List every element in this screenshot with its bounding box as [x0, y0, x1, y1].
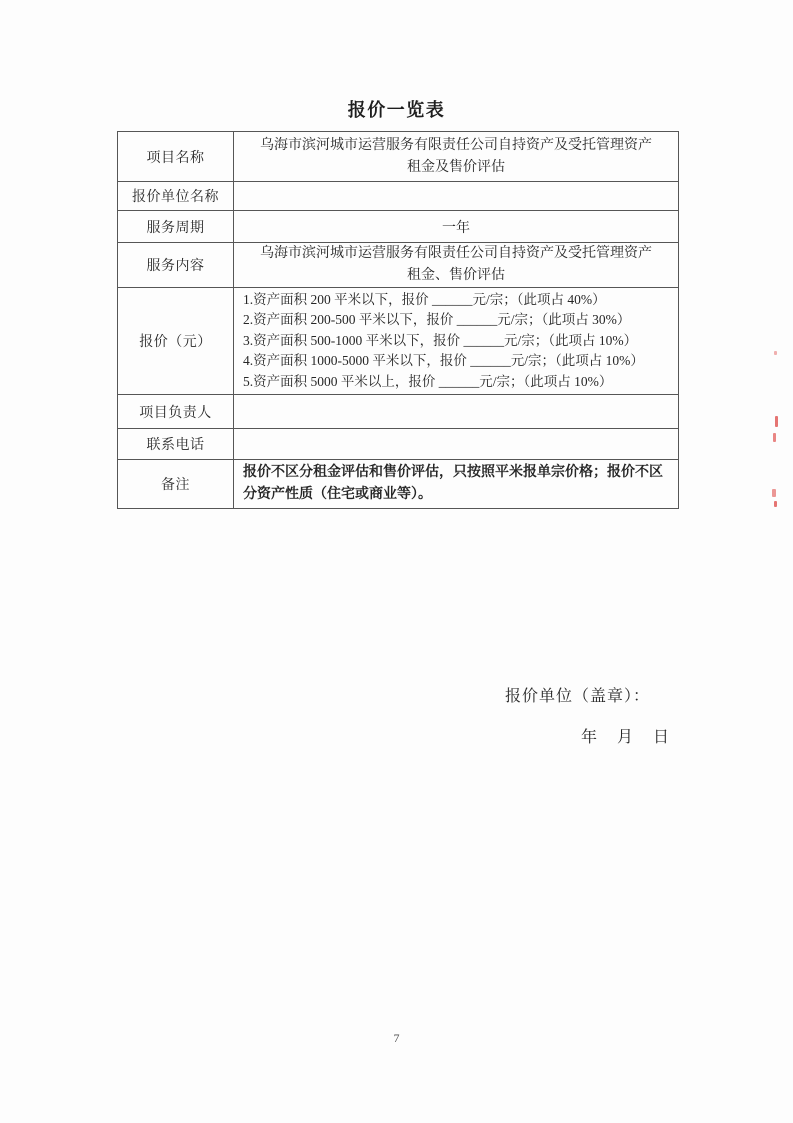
- quotation-table: [117, 131, 679, 509]
- remark-line2: 分资产性质（住宅或商业等）。: [243, 487, 432, 503]
- table-row-service-period: [118, 211, 679, 243]
- row-value-service-content: [234, 243, 679, 288]
- row-label-price: 报价（元）: [118, 288, 234, 395]
- remark-line1: 报价不区分租金评估和售价评估，只按照平米报单宗价格；报价不区: [243, 465, 663, 481]
- service-content-line1: 乌海市滨河城市运营服务有限责任公司自持资产及受托管理资产: [260, 246, 652, 261]
- row-value-project-name: [234, 132, 679, 182]
- table-row-remark: [118, 460, 679, 509]
- row-label-service-period: 服务周期: [118, 211, 234, 243]
- red-stamp-fragment: [775, 416, 778, 427]
- page-title: 报价一览表: [347, 100, 446, 120]
- red-stamp-fragment: [774, 501, 777, 507]
- row-value-price: [234, 288, 679, 395]
- red-stamp-fragment: [772, 489, 776, 497]
- row-label-project-name: 项目名称: [118, 132, 234, 182]
- price-item-4: 4.资产面积 1000-5000 平米以下，报价 ______元/宗；（此项占 10%）: [243, 353, 644, 369]
- table-row-project-manager: [118, 395, 679, 429]
- row-label-service-content: 服务内容: [118, 243, 234, 288]
- table-row-service-content: [118, 243, 679, 288]
- page-number: 7: [393, 1031, 400, 1045]
- price-item-list: [234, 288, 678, 394]
- price-item-2: 2.资产面积 200-500 平米以下，报价 ______元/宗；（此项占 30%）: [243, 312, 631, 328]
- price-item-1: 1.资产面积 200 平米以下，报价 ______元/宗；（此项占 40%）: [243, 292, 606, 307]
- table-row-contact-phone: [118, 429, 679, 460]
- project-name-line1: 乌海市滨河城市运营服务有限责任公司自持资产及受托管理资产: [260, 137, 652, 153]
- table-row-project-name: [118, 132, 679, 182]
- service-content-line2: 租金、售价评估: [407, 268, 505, 283]
- quoting-unit-seal-label: 报价单位（盖章）：: [505, 688, 651, 705]
- row-value-contact-phone: [234, 429, 679, 460]
- price-item-3: 3.资产面积 500-1000 平米以下，报价 ______元/宗；（此项占 10%）: [243, 332, 638, 348]
- table-row-price: [118, 288, 679, 395]
- row-label-contact-phone: 联系电话: [118, 429, 234, 460]
- row-value-remark: [234, 460, 679, 509]
- price-item-5: 5.资产面积 5000 平米以上，报价 ______元/宗；（此项占 10%）: [243, 373, 613, 389]
- table-row-quoting-unit: [118, 182, 679, 211]
- row-label-remark: 备注: [118, 460, 234, 509]
- row-value-quoting-unit: [234, 182, 679, 211]
- red-stamp-fragment: [773, 433, 776, 442]
- row-value-project-manager: [234, 395, 679, 429]
- project-name-line2: 租金及售价评估: [407, 159, 505, 175]
- date-label: 年 月 日: [581, 729, 672, 746]
- row-label-project-manager: 项目负责人: [118, 395, 234, 429]
- row-value-service-period: 一年: [234, 211, 679, 243]
- remark-text: [234, 460, 678, 508]
- row-label-quoting-unit: 报价单位名称: [118, 182, 234, 211]
- red-stamp-fragment: [774, 351, 777, 355]
